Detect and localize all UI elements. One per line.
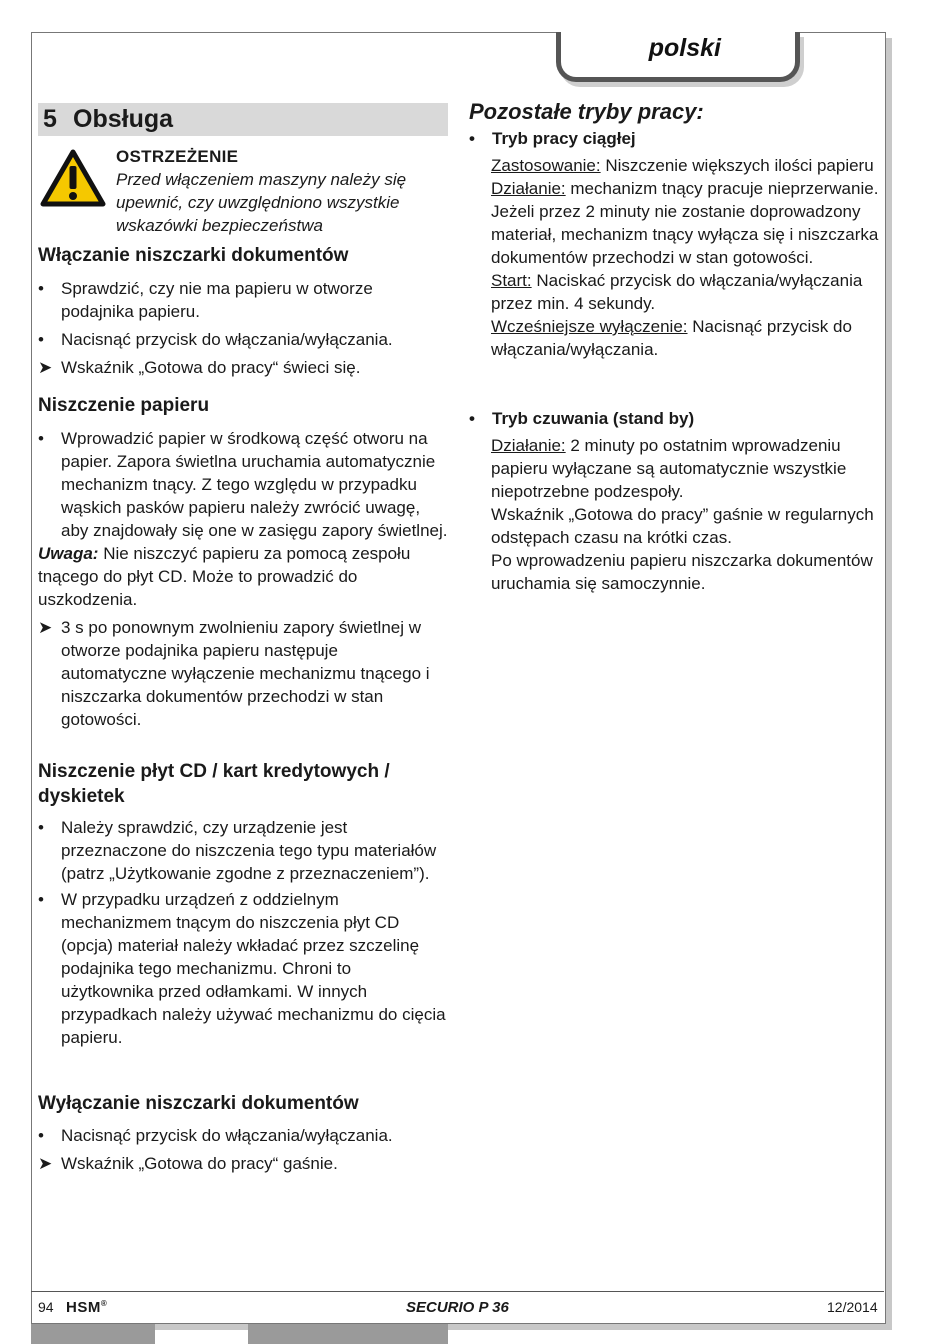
- list-item: [38, 1152, 448, 1175]
- section-title-switch-off: Wyłączanie niszczarki dokumentów: [38, 1093, 359, 1114]
- list-item: [38, 816, 448, 885]
- paragraph: Start: Naciskać przycisk do włączania/wyłączania przez min. 4 sekundy.: [491, 271, 863, 313]
- note-text: Nie niszczyć papieru za pomocą zespołu tnącego do płyt CD. Może to prowadzić do uszkodzenia.: [38, 544, 411, 609]
- bullet-marker: •: [38, 330, 44, 349]
- warning-title: OSTRZEŻENIE: [116, 147, 239, 166]
- left-column: [38, 103, 448, 1175]
- list-item: [38, 328, 448, 351]
- list-item: [38, 888, 448, 1049]
- list-item-text: Nacisnąć przycisk do włączania/wyłączania.: [61, 1126, 393, 1145]
- list-item: [38, 427, 448, 542]
- list-item-text: Wskaźnik „Gotowa do pracy“ gaśnie.: [61, 1154, 338, 1173]
- paragraph: Działanie: 2 minuty po ostatnim wprowadzeniu papieru wyłączane są automatycznie wszystkie niepotrzebne podzespoły.: [491, 436, 847, 501]
- arrow-marker: ➤: [38, 618, 53, 637]
- page-number: 94: [38, 1299, 54, 1315]
- list-item-text: W przypadku urządzeń z oddzielnym mechanizmem tnącym do niszczenia płyt CD (opcja) materiał należy wkładać przez szczelinę podajnika tego mechanizmu. Chroni to użytkownika przed odłamkami. W innych przypadkach należy używać mechanizmu do cięcia papieru.: [61, 890, 446, 1047]
- list-item: [38, 616, 448, 731]
- switch-off-list: [38, 1124, 448, 1175]
- model-name: SECURIO P 36: [406, 1299, 509, 1316]
- label-application: Zastosowanie:: [491, 156, 601, 175]
- bullet-marker: •: [38, 279, 44, 298]
- bullet-marker: •: [38, 818, 44, 837]
- label-early-off: Wcześniejsze wyłączenie:: [491, 317, 688, 336]
- list-item-text: 3 s po ponownym zwolnieniu zapory świetlnej w otworze podajnika papieru następuje automatyczne wyłączenie mechanizmu tnącego i niszczarka dokumentów przechodzi w stan gotowości.: [61, 618, 430, 729]
- chapter-heading: [38, 103, 448, 136]
- chapter-number: 5: [43, 105, 57, 133]
- label-start: Start:: [491, 271, 532, 290]
- list-item: [38, 1124, 448, 1147]
- other-modes-title: Pozostałe tryby pracy:: [469, 99, 704, 124]
- list-item-text: Wprowadzić papier w środkową część otworu na papier. Zapora świetlna uruchamia automatycznie mechanizm tnący. Z tego względu w przypadku wąskich pasków papieru należy zwrócić uwagę, aby znajdowały się one w zasięgu zapory świetlnej.: [61, 429, 448, 540]
- section-title-paper: Niszczenie papieru: [38, 395, 210, 416]
- footer-bar: [31, 1324, 155, 1344]
- paper-list: [38, 427, 448, 731]
- brand-logo: HSM®: [66, 1299, 108, 1316]
- list-item: [38, 277, 448, 323]
- list-item-text: Nacisnąć przycisk do włączania/wyłączania.: [61, 330, 393, 349]
- section-title-cd: Niszczenie płyt CD / kart kredytowych / dyskietek: [38, 761, 390, 807]
- list-item-text: Wskaźnik „Gotowa do pracy“ świeci się.: [61, 358, 361, 377]
- footer-divider: [31, 1291, 884, 1292]
- language-tab: [556, 32, 800, 82]
- paragraph: Zastosowanie: Niszczenie większych ilości papieru: [491, 156, 874, 175]
- bullet-marker: •: [38, 1126, 44, 1145]
- mode-continuous-title: • Tryb pracy ciągłej: [469, 129, 636, 148]
- cd-list: [38, 816, 448, 1049]
- bullet-marker: •: [469, 409, 475, 428]
- section-title-switch-on: Włączanie niszczarki dokumentów: [38, 245, 349, 266]
- list-item-text: Sprawdzić, czy nie ma papieru w otworze podajnika papieru.: [61, 279, 373, 321]
- list-item: [38, 356, 448, 379]
- paragraph: Wcześniejsze wyłączenie: Nacisnąć przycisk do włączania/wyłączania.: [491, 317, 852, 359]
- bullet-marker: •: [469, 129, 475, 148]
- list-item-text: Należy sprawdzić, czy urządzenie jest przeznaczone do niszczenia tego typu materiałów (patrz „Użytkowanie zgodne z przeznaczeniem”).: [61, 818, 437, 883]
- warning-text: Przed włączeniem maszyny należy się upewnić, czy uwzględniono wszystkie wskazówki bezpieczeństwa: [116, 170, 407, 235]
- chapter-title: Obsługa: [73, 105, 174, 133]
- mode-standby-body: [469, 434, 879, 595]
- mode-standby-title: • Tryb czuwania (stand by): [469, 409, 695, 428]
- label-operation: Działanie:: [491, 179, 566, 198]
- paragraph: Działanie: mechanizm tnący pracuje nieprzerwanie. Jeżeli przez 2 minuty nie zostanie doprowadzony materiał, mechanizm tnący wyłącza się i niszczarka dokumentów przechodzi w stan gotowości.: [491, 179, 879, 267]
- warning-icon: [40, 149, 106, 207]
- issue-date: 12/2014: [827, 1299, 878, 1315]
- arrow-marker: ➤: [38, 1154, 53, 1173]
- arrow-marker: ➤: [38, 358, 53, 377]
- paragraph: Wskaźnik „Gotowa do pracy” gaśnie w regularnych odstępach czasu na krótki czas.: [491, 505, 874, 547]
- mode-continuous-body: [469, 154, 879, 361]
- bullet-marker: •: [38, 890, 44, 909]
- paragraph: Po wprowadzeniu papieru niszczarka dokumentów uruchamia się samoczynnie.: [491, 551, 873, 593]
- language-label: polski: [648, 34, 721, 62]
- right-column: [469, 98, 879, 595]
- note-item: [38, 542, 448, 611]
- warning-box: [38, 145, 448, 237]
- switch-on-list: [38, 277, 448, 379]
- bullet-marker: •: [38, 429, 44, 448]
- footer-bar: [248, 1324, 448, 1344]
- label-operation: Działanie:: [491, 436, 566, 455]
- note-label: Uwaga:: [38, 544, 99, 563]
